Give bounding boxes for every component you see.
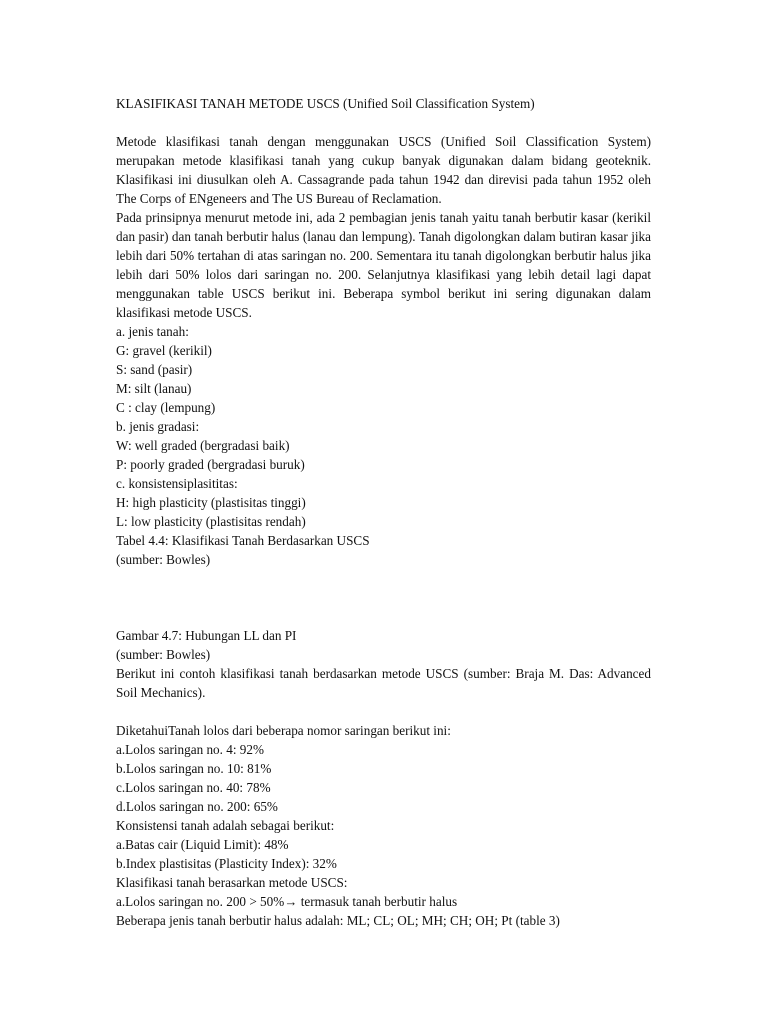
table-source: (sumber: Bowles) — [116, 552, 211, 567]
document-title: KLASIFIKASI TANAH METODE USCS (Unified Soil Classification System) — [116, 96, 535, 111]
symbol-line: H: high plasticity (plastisitas tinggi) — [116, 495, 306, 510]
example-line: a.Batas cair (Liquid Limit): 48% — [116, 837, 289, 852]
intro-paragraph: Metode klasifikasi tanah dengan menggunakan USCS (Unified Soil Classification System) merupakan metode klasifikasi tanah yang cukup banyak digunakan dalam bidang geoteknik. Klasifikasi ini diusulkan oleh A. Cassagrande pada tahun 1942 dan direvisi pada tahun 1952 oleh The Corps of ENgeneers and The US Bureau of Reclamation. — [116, 134, 651, 206]
example-line: Konsistensi tanah adalah sebagai berikut: — [116, 818, 335, 833]
symbol-list — [116, 322, 651, 569]
example-list — [116, 721, 651, 930]
example-line: Beberapa jenis tanah berbutir halus adalah: ML; CL; OL; MH; CH; OH; Pt (table 3) — [116, 913, 560, 928]
symbol-line: L: low plasticity (plastisitas rendah) — [116, 514, 306, 529]
table-placeholder — [116, 569, 651, 626]
example-line: a.Lolos saringan no. 4: 92% — [116, 742, 264, 757]
example-line: Klasifikasi tanah berasarkan metode USCS: — [116, 875, 348, 890]
symbol-line: b. jenis gradasi: — [116, 419, 200, 434]
example-line: c.Lolos saringan no. 40: 78% — [116, 780, 271, 795]
symbol-line: G: gravel (kerikil) — [116, 343, 212, 358]
symbol-line: a. jenis tanah: — [116, 324, 189, 339]
symbol-line: W: well graded (bergradasi baik) — [116, 438, 290, 453]
example-intro: Berikut ini contoh klasifikasi tanah berdasarkan metode USCS (sumber: Braja M. Das: Advanced Soil Mechanics). — [116, 666, 651, 700]
principle-paragraph: Pada prinsipnya menurut metode ini, ada 2 pembagian jenis tanah yaitu tanah berbutir kasar (kerikil dan pasir) dan tanah berbutir halus (lanau dan lempung). Tanah digolongkan dalam butiran kasar jika lebih dari 50% tertahan di atas saringan no. 200. Sementara itu tanah digolongkan berbutir halus jika lebih dari 50% lolos dari saringan no. 200. Selanjutnya klasifikasi yang lebih detail lagi dapat menggunakan table USCS berikut ini. Beberapa symbol berikut ini sering digunakan dalam klasifikasi metode USCS. — [116, 210, 651, 320]
spacer — [116, 702, 651, 721]
symbol-line: S: sand (pasir) — [116, 362, 193, 377]
figure-caption: Gambar 4.7: Hubungan LL dan PI — [116, 628, 297, 643]
example-line: DiketahuiTanah lolos dari beberapa nomor saringan berikut ini: — [116, 723, 451, 738]
example-line: b.Lolos saringan no. 10: 81% — [116, 761, 272, 776]
symbol-line: P: poorly graded (bergradasi buruk) — [116, 457, 305, 472]
table-caption: Tabel 4.4: Klasifikasi Tanah Berdasarkan USCS — [116, 533, 370, 548]
example-line: d.Lolos saringan no. 200: 65% — [116, 799, 278, 814]
symbol-line: M: silt (lanau) — [116, 381, 192, 396]
document-page — [116, 94, 651, 930]
figure-source: (sumber: Bowles) — [116, 647, 211, 662]
symbol-line: C : clay (lempung) — [116, 400, 216, 415]
example-line: b.Index plastisitas (Plasticity Index): 32% — [116, 856, 337, 871]
example-line: a.Lolos saringan no. 200 > 50%→ termasuk tanah berbutir halus — [116, 894, 458, 909]
symbol-line: c. konsistensiplasititas: — [116, 476, 238, 491]
